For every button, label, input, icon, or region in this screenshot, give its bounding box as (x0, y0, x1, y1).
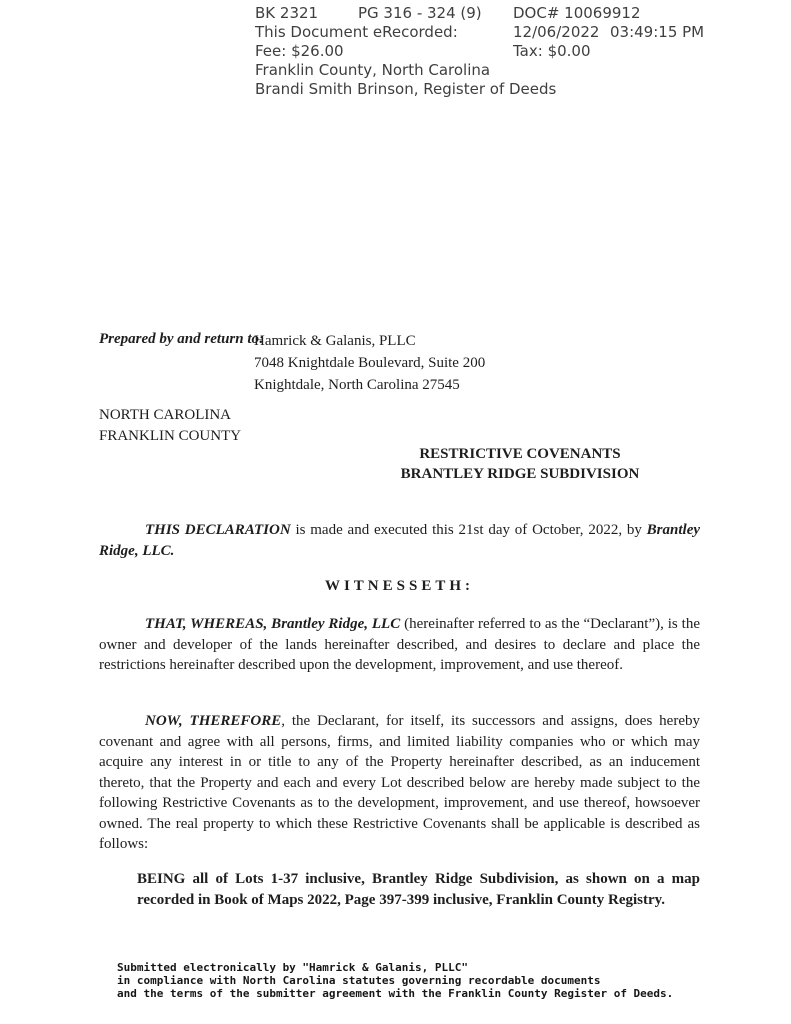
submission-note-line2: in compliance with North Carolina statutes governing recordable documents (117, 974, 601, 987)
submission-note-line3: and the terms of the submitter agreement with the Franklin County Register of Deeds. (117, 987, 674, 1000)
submission-note-line1: Submitted electronically by "Hamrick & Galanis, PLLC" (117, 961, 468, 974)
law-firm-name: Hamrick & Galanis, PLLC (254, 333, 416, 349)
stamp-page-range: PG 316 - 324 (9) (358, 4, 482, 22)
stamp-record-date: 12/06/2022 (513, 23, 600, 41)
prepared-by-label: Prepared by and return to: (99, 331, 264, 347)
law-firm-street: 7048 Knightdale Boulevard, Suite 200 (254, 355, 486, 371)
document-title-line2: BRANTLEY RIDGE SUBDIVISION (400, 465, 640, 482)
whereas-paragraph: THAT, WHEREAS, Brantley Ridge, LLC (hereinafter referred to as the “Declarant”), is the owner and developer of the lands hereinafter described, and desires to declare and place the restrictions hereinafter described upon the development, improvement, and use thereof. (99, 616, 700, 673)
jurisdiction-block (99, 405, 241, 447)
stamp-fee: Fee: $26.00 (255, 42, 344, 60)
stamp-register-of-deeds: Brandi Smith Brinson, Register of Deeds (255, 80, 557, 98)
stamp-tax: Tax: $0.00 (513, 42, 591, 60)
electronic-submission-note (117, 961, 673, 1000)
stamp-book-number: BK 2321 (255, 4, 319, 22)
document-title (340, 445, 700, 484)
law-firm-city-state-zip: Knightdale, North Carolina 27545 (254, 377, 460, 393)
property-description-paragraph: BEING all of Lots 1-37 inclusive, Brantley Ridge Subdivision, as shown on a map recorded in Book of Maps 2022, Page 397-399 inclusive, Franklin County Registry. (137, 871, 700, 908)
prepared-by-address (254, 330, 485, 396)
stamp-record-time: 03:49:15 PM (610, 23, 705, 41)
stamp-doc-number: DOC# 10069912 (513, 4, 641, 22)
stamp-county: Franklin County, North Carolina (255, 61, 491, 79)
county-name: FRANKLIN COUNTY (99, 428, 242, 444)
document-title-line1: RESTRICTIVE COVENANTS (419, 446, 621, 462)
now-therefore-paragraph: NOW, THEREFORE, the Declarant, for itself, its successors and assigns, does hereby covenant and agree with all persons, firms, and limited liability companies who or which may acquire any interest in or title to any of the Property hereinafter described, as an inducement thereto, that the Property and each and every Lot described below are hereby made subject to the following Restrictive Covenants as to the development, improvement, and use thereof, howsoever owned. The real property to which these Restrictive Covenants shall be applicable is described as follows: (99, 713, 700, 852)
state-name: NORTH CAROLINA (99, 407, 232, 423)
declaration-paragraph: THIS DECLARATION is made and executed this 21st day of October, 2022, by Brantley Ridge, LLC. (99, 522, 701, 559)
stamp-erecorded-label: This Document eRecorded: (255, 23, 458, 41)
witnesseth-heading: WITNESSETH: (324, 578, 475, 594)
